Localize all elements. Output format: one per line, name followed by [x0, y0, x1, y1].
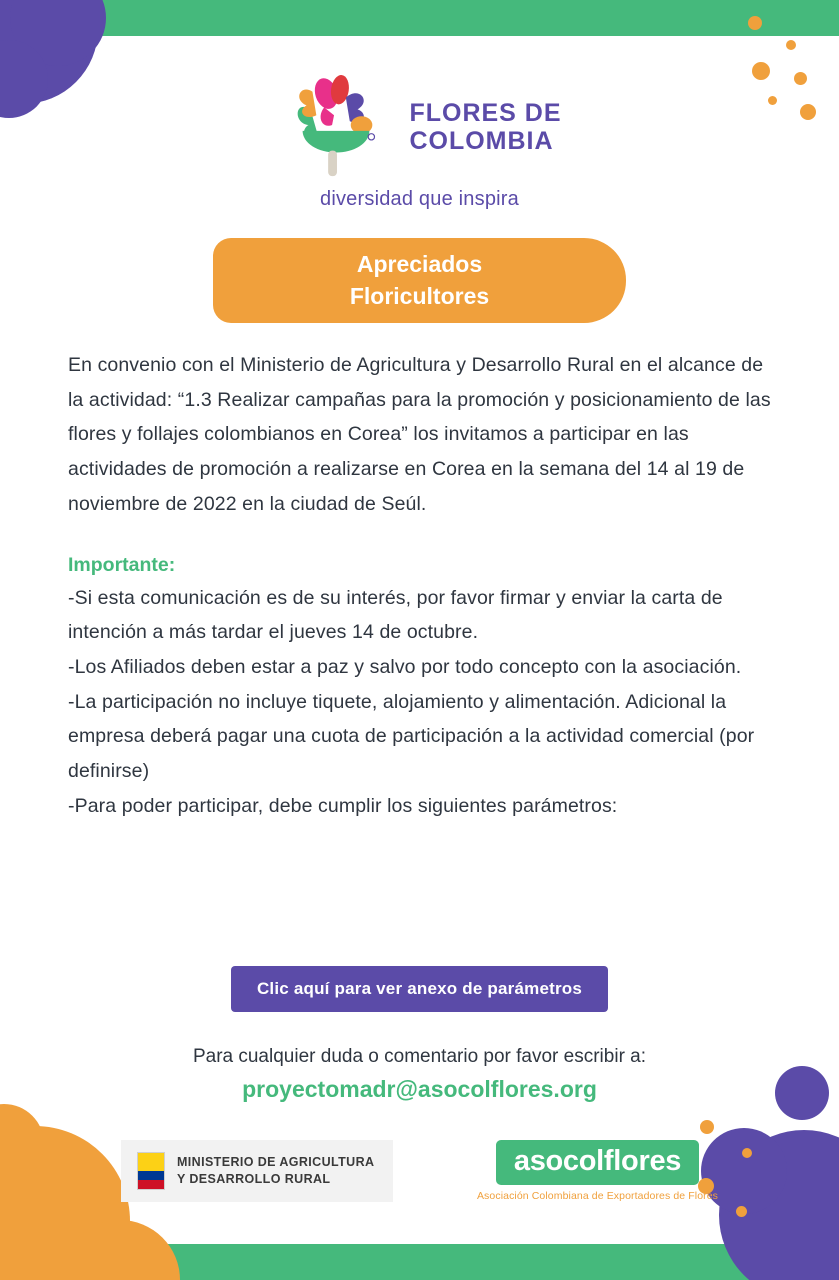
- brand-tagline: diversidad que inspira: [320, 188, 519, 210]
- list-item: -Los Afiliados deben estar a paz y salvo por todo concepto con la asociación.: [68, 655, 742, 678]
- page-title-line2: Floricultores: [349, 282, 490, 309]
- list-item: -La participación no incluye tiquete, alojamiento y alimentación. Adicional la empresa deberá pagar una cuota de participación a la actividad comercial (por definirse): [68, 690, 755, 783]
- contact-block: [0, 1046, 839, 1103]
- contact-email-link[interactable]: proyectomadr@asocolflores.org: [242, 1076, 597, 1102]
- contact-instruction: Para cualquier duda o comentario por favor escribir a:: [192, 1046, 647, 1067]
- ministry-logo: [121, 1140, 393, 1202]
- body-content: [68, 348, 784, 823]
- decorative-dot: [700, 1120, 714, 1134]
- page-title: [213, 238, 626, 323]
- ministry-name-line1: MINISTERIO DE AGRICULTURA: [176, 1155, 375, 1170]
- ministry-name-line2: Y DESARROLLO RURAL: [176, 1172, 331, 1186]
- brand-name-line1: FLORES DE: [409, 99, 562, 127]
- list-item: -Para poder participar, debe cumplir los siguientes parámetros:: [68, 794, 618, 817]
- brand-logo: [0, 72, 839, 211]
- decorative-dot: [748, 16, 762, 30]
- page-title-line1: Apreciados: [356, 251, 483, 278]
- ministry-name: [177, 1154, 375, 1188]
- important-label: Importante:: [68, 553, 176, 576]
- footer-logos: [0, 1140, 839, 1202]
- asocolflores-logo: [477, 1140, 718, 1202]
- decorative-dot: [786, 40, 796, 50]
- colombia-flag-icon: [137, 1152, 165, 1190]
- view-parameters-button[interactable]: Clic aquí para ver anexo de parámetros: [231, 966, 608, 1012]
- brand-name: [409, 99, 561, 155]
- bullet-list: [68, 581, 784, 824]
- decorative-dot: [736, 1206, 747, 1217]
- cta-container: [0, 966, 839, 1012]
- list-item: -Si esta comunicación es de su interés, por favor firmar y enviar la carta de intención a más tardar el jueves 14 de octubre.: [68, 586, 723, 644]
- asocolflores-subtitle: Asociación Colombiana de Exportadores de Flores: [476, 1190, 719, 1202]
- brand-name-line2: COLOMBIA: [409, 127, 554, 155]
- flower-bouquet-icon: [277, 72, 395, 182]
- asocolflores-name: asocolflores: [496, 1140, 699, 1185]
- top-green-bar: [0, 0, 839, 36]
- intro-paragraph: En convenio con el Ministerio de Agricultura y Desarrollo Rural en el alcance de la actividad: “1.3 Realizar campañas para la promoción y posicionamiento de las flores y follajes colombianos en Corea” los invitamos a participar en las actividades de promoción a realizarse en Corea en la semana del 14 al 19 de noviembre de 2022 en la ciudad de Seúl.: [68, 354, 771, 515]
